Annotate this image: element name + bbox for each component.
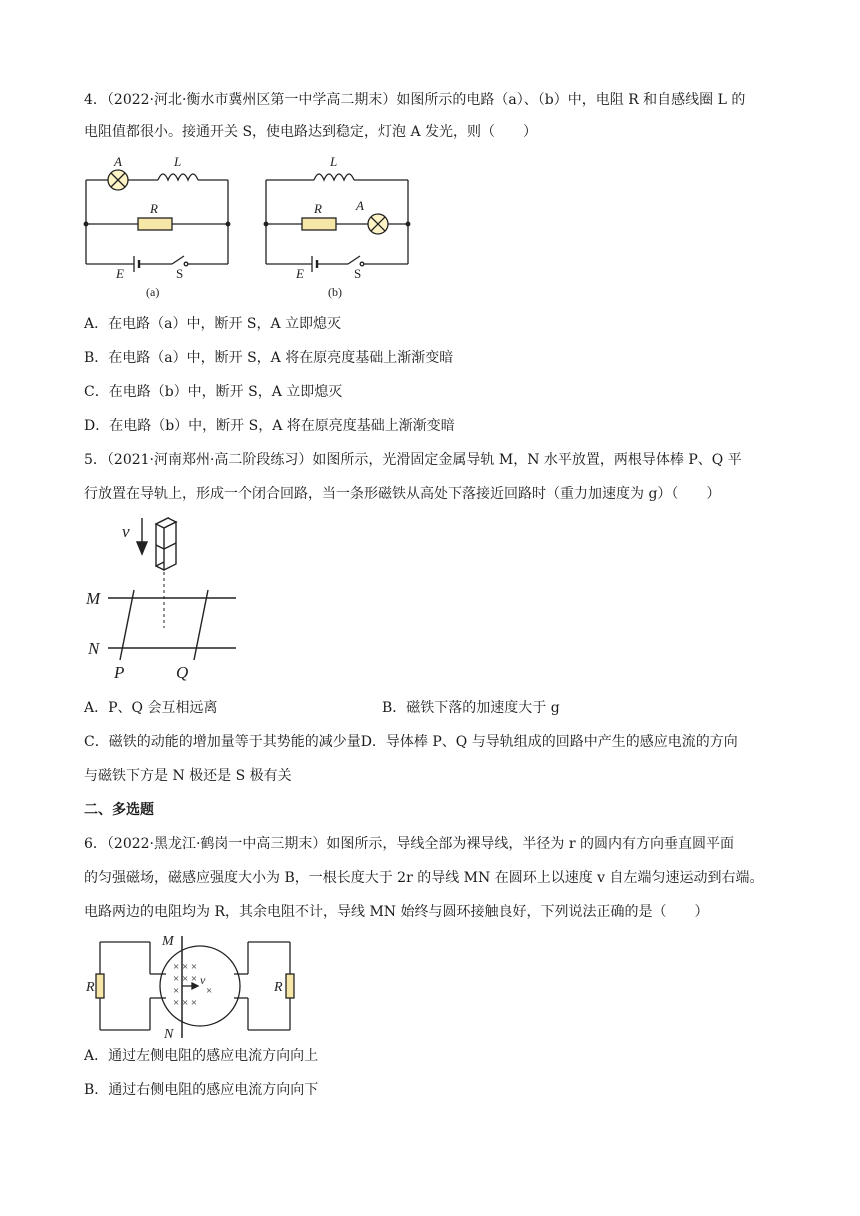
svg-text:M: M — [86, 589, 101, 608]
svg-text:(a): (a) — [146, 285, 160, 299]
rod-p — [120, 590, 134, 660]
q6-ring-figure — [84, 930, 310, 1040]
rod-q — [194, 590, 208, 660]
svg-text:× × ×: × × × — [173, 973, 198, 985]
bar-magnet-icon — [156, 518, 176, 570]
svg-text:×: × — [206, 985, 213, 997]
q6-stem-line2: 的匀强磁场，磁感应强度大小为 B，一根长度大于 2r 的导线 MN 在圆环上以速度 v 自左端匀速运动到右端。 — [84, 870, 764, 886]
switch-a-icon — [172, 256, 184, 264]
svg-text:E: E — [116, 266, 124, 281]
q4-stem-line2: 电阻值都很小。接通开关 S，使电路达到稳定，灯泡 A 发光，则（ ） — [84, 124, 538, 140]
svg-text:R: R — [314, 201, 322, 216]
q4-option-d: D．在电路（b）中，断开 S，A 将在原亮度基础上渐渐变暗 — [84, 418, 455, 434]
resistor-right-icon — [286, 974, 294, 998]
resistor-a-icon — [138, 218, 172, 230]
svg-text:S: S — [176, 266, 184, 281]
q4-option-c: C．在电路（b）中，断开 S，A 立即熄灭 — [84, 384, 343, 400]
q5-option-d-cont: 与磁铁下方是 N 极还是 S 极有关 — [84, 768, 292, 784]
q4-option-b: B．在电路（a）中，断开 S，A 将在原亮度基础上渐渐变暗 — [84, 350, 454, 366]
svg-text:E: E — [296, 266, 304, 281]
switch-b-icon — [348, 256, 360, 264]
svg-text:R: R — [274, 980, 283, 995]
inductor-a-icon — [158, 174, 198, 180]
q6-option-a: A．通过左侧电阻的感应电流方向向上 — [84, 1048, 319, 1064]
svg-text:× × ×: × × × — [173, 961, 198, 973]
q4-stem-line1: 4．（2022·河北·衡水市冀州区第一中学高二期末）如图所示的电路（a）、（b）中，电阻 R 和自感线圈 L 的 — [84, 92, 746, 108]
svg-text:N: N — [164, 1027, 174, 1040]
svg-text:× × ×: × × × — [173, 997, 198, 1009]
q6-stem-line3: 电路两边的电阻均为 R，其余电阻不计，导线 MN 始终与圆环接触良好，下列说法正确的是（ ） — [84, 904, 709, 920]
svg-text:R: R — [150, 201, 158, 216]
circuit-b — [266, 174, 408, 272]
svg-text:A: A — [114, 154, 122, 169]
svg-text:(b): (b) — [328, 285, 342, 299]
svg-text:L: L — [174, 154, 182, 169]
svg-text:v: v — [122, 522, 130, 541]
svg-text:L: L — [330, 154, 338, 169]
svg-text:Q: Q — [176, 663, 189, 682]
q5-stem-line1: 5．（2021·河南郑州·高二阶段练习）如图所示，光滑固定金属导轨 M，N 水平放置，两根导体棒 P、Q 平 — [84, 452, 742, 468]
section-heading: 二、多选题 — [84, 802, 154, 818]
circuit-a — [86, 170, 228, 272]
svg-text:×: × — [173, 985, 180, 997]
svg-text:A: A — [356, 198, 364, 213]
q6-option-b: B．通过右侧电阻的感应电流方向向下 — [84, 1082, 319, 1098]
svg-text:S: S — [354, 266, 362, 281]
q5-rail-figure — [84, 510, 244, 686]
svg-text:N: N — [88, 639, 100, 658]
q4-circuit-figure — [80, 152, 420, 300]
q5-option-b: B．磁铁下落的加速度大于 g — [382, 700, 560, 716]
q5-stem-line2: 行放置在导轨上，形成一个闭合回路，当一条形磁铁从高处下落接近回路时（重力加速度为 g）（ ） — [84, 486, 721, 502]
svg-text:v: v — [200, 973, 206, 987]
inductor-b-icon — [314, 174, 354, 180]
q4-option-a: A．在电路（a）中，断开 S，A 立即熄灭 — [84, 316, 342, 332]
q6-stem-line1: 6．（2022·黑龙江·鹤岗一中高三期末）如图所示，导线全部为裸导线，半径为 r 的圆内有方向垂直圆平面 — [84, 836, 735, 852]
resistor-left-icon — [96, 974, 104, 998]
svg-text:P: P — [114, 663, 125, 682]
q5-option-a: A．P、Q 会互相远离 — [84, 700, 218, 716]
velocity-arrow-icon — [137, 542, 147, 554]
svg-text:R: R — [86, 980, 95, 995]
svg-text:M: M — [162, 934, 174, 949]
resistor-b-icon — [302, 218, 336, 230]
q5-option-cd: C．磁铁的动能的增加量等于其势能的减少量D．导体棒 P、Q 与导轨组成的回路中产生的感应电流的方向 — [84, 734, 738, 750]
